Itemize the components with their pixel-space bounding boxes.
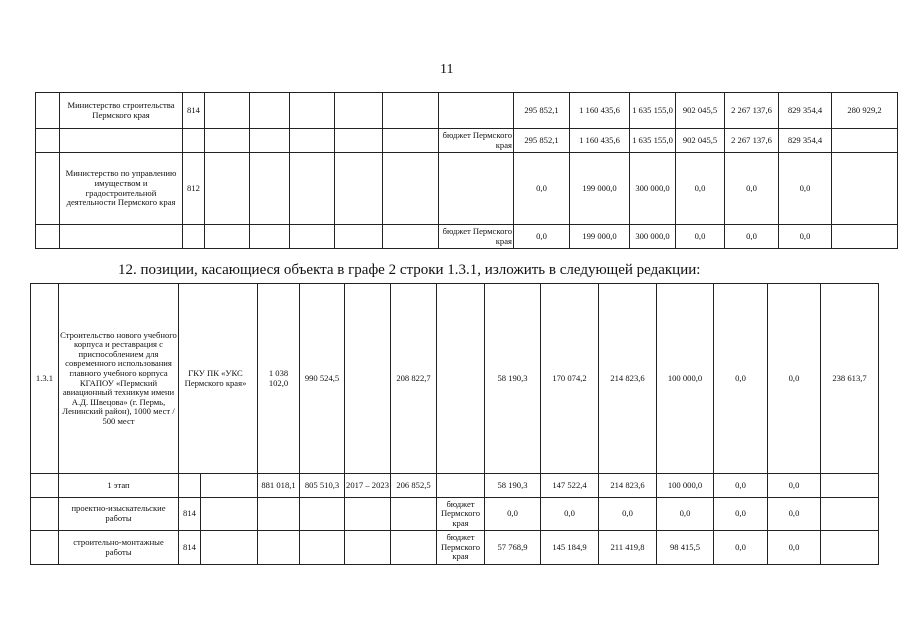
value-cell: 0,0 [514, 153, 570, 225]
value-cell: 100 000,0 [657, 474, 714, 498]
cost-estimate: 881 018,1 [258, 474, 300, 498]
org-name: Министерство строительства Пермского края [60, 93, 183, 129]
value-cell: 0,0 [768, 474, 821, 498]
value-cell [832, 225, 898, 249]
table-row [36, 153, 898, 225]
value-cell: 0,0 [714, 284, 768, 474]
value-cell [821, 474, 879, 498]
value-cell: 1 635 155,0 [630, 93, 676, 129]
value-cell: 0,0 [514, 225, 570, 249]
value-cell: 0,0 [676, 153, 725, 225]
value-cell: 295 852,1 [514, 93, 570, 129]
work-name: строительно-монтажные работы [59, 531, 179, 565]
value-cell: 214 823,6 [599, 284, 657, 474]
value-cell: 902 045,5 [676, 93, 725, 129]
row-number: 1.3.1 [31, 284, 59, 474]
org-code: 814 [183, 93, 205, 129]
period [345, 284, 391, 474]
value-cell: 0,0 [599, 498, 657, 531]
value-cell: 0,0 [485, 498, 541, 531]
funding-source [437, 284, 485, 474]
value-cell: 1 160 435,6 [570, 93, 630, 129]
value-cell: 0,0 [768, 498, 821, 531]
value-cell: 100 000,0 [657, 284, 714, 474]
value-cell: 280 929,2 [832, 93, 898, 129]
table-row [31, 498, 879, 531]
value-cell: 300 000,0 [630, 225, 676, 249]
work-name: проектно-изыскательские работы [59, 498, 179, 531]
value-cell: 214 823,6 [599, 474, 657, 498]
value-cell: 211 419,8 [599, 531, 657, 565]
table-row [31, 474, 879, 498]
period: 2017 – 2023 [345, 474, 391, 498]
remaining-cost: 206 852,5 [391, 474, 437, 498]
cost-estimate: 1 038 102,0 [258, 284, 300, 474]
org-code: 814 [179, 531, 201, 565]
table-row [36, 93, 898, 129]
funding-source [439, 153, 514, 225]
value-cell: 147 522,4 [541, 474, 599, 498]
top-table [35, 92, 898, 249]
remaining-cost: 208 822,7 [391, 284, 437, 474]
customer: ГКУ ПК «УКС Пермского края» [179, 284, 258, 474]
value-cell: 0,0 [714, 531, 768, 565]
value-cell: 199 000,0 [570, 225, 630, 249]
org-name: Министерство по управлению имуществом и градостроительной деятельности Пермского края [60, 153, 183, 225]
value-cell: 58 190,3 [485, 284, 541, 474]
cost-current: 990 524,5 [300, 284, 345, 474]
value-cell: 829 354,4 [779, 129, 832, 153]
value-cell: 2 267 137,6 [725, 129, 779, 153]
value-cell: 1 160 435,6 [570, 129, 630, 153]
value-cell: 0,0 [676, 225, 725, 249]
funding-source: бюджет Пермского края [439, 129, 514, 153]
cost-current: 805 510,3 [300, 474, 345, 498]
funding-source: бюджет Пермского края [437, 531, 485, 565]
stage-name: 1 этап [59, 474, 179, 498]
org-code [183, 129, 205, 153]
value-cell [821, 498, 879, 531]
org-name [60, 225, 183, 249]
org-code: 814 [179, 498, 201, 531]
value-cell: 170 074,2 [541, 284, 599, 474]
value-cell: 0,0 [725, 153, 779, 225]
value-cell: 300 000,0 [630, 153, 676, 225]
bottom-table [30, 283, 879, 565]
org-code: 812 [183, 153, 205, 225]
value-cell: 829 354,4 [779, 93, 832, 129]
value-cell: 295 852,1 [514, 129, 570, 153]
object-name: Строительство нового учебного корпуса и реставрация с приспособлением для современного использования главного учебного корпуса КГАПОУ «Пермский авиационный техникум имени А.Д. Швецова» (г. Пермь, Ленинский район), 1000 мест / 500 мест [59, 284, 179, 474]
value-cell: 0,0 [714, 474, 768, 498]
value-cell: 58 190,3 [485, 474, 541, 498]
value-cell: 0,0 [768, 284, 821, 474]
org-name [60, 129, 183, 153]
page-number: 11 [440, 62, 454, 77]
table-row [36, 225, 898, 249]
value-cell: 145 184,9 [541, 531, 599, 565]
value-cell: 0,0 [725, 225, 779, 249]
value-cell [821, 531, 879, 565]
table-row [31, 531, 879, 565]
funding-source [439, 93, 514, 129]
funding-source: бюджет Пермского края [437, 498, 485, 531]
org-code [183, 225, 205, 249]
value-cell: 1 635 155,0 [630, 129, 676, 153]
value-cell: 0,0 [768, 531, 821, 565]
value-cell: 0,0 [541, 498, 599, 531]
value-cell: 238 613,7 [821, 284, 879, 474]
funding-source: бюджет Пермского края [439, 225, 514, 249]
value-cell [832, 153, 898, 225]
value-cell: 57 768,9 [485, 531, 541, 565]
value-cell: 0,0 [657, 498, 714, 531]
table-row [36, 129, 898, 153]
value-cell: 0,0 [779, 225, 832, 249]
value-cell: 902 045,5 [676, 129, 725, 153]
value-cell: 199 000,0 [570, 153, 630, 225]
value-cell [832, 129, 898, 153]
value-cell: 0,0 [779, 153, 832, 225]
value-cell: 2 267 137,6 [725, 93, 779, 129]
value-cell: 0,0 [714, 498, 768, 531]
value-cell: 98 415,5 [657, 531, 714, 565]
section-heading: 12. позиции, касающиеся объекта в графе 2 строки 1.3.1, изложить в следующей редакции: [118, 262, 701, 278]
table-row [31, 284, 879, 474]
